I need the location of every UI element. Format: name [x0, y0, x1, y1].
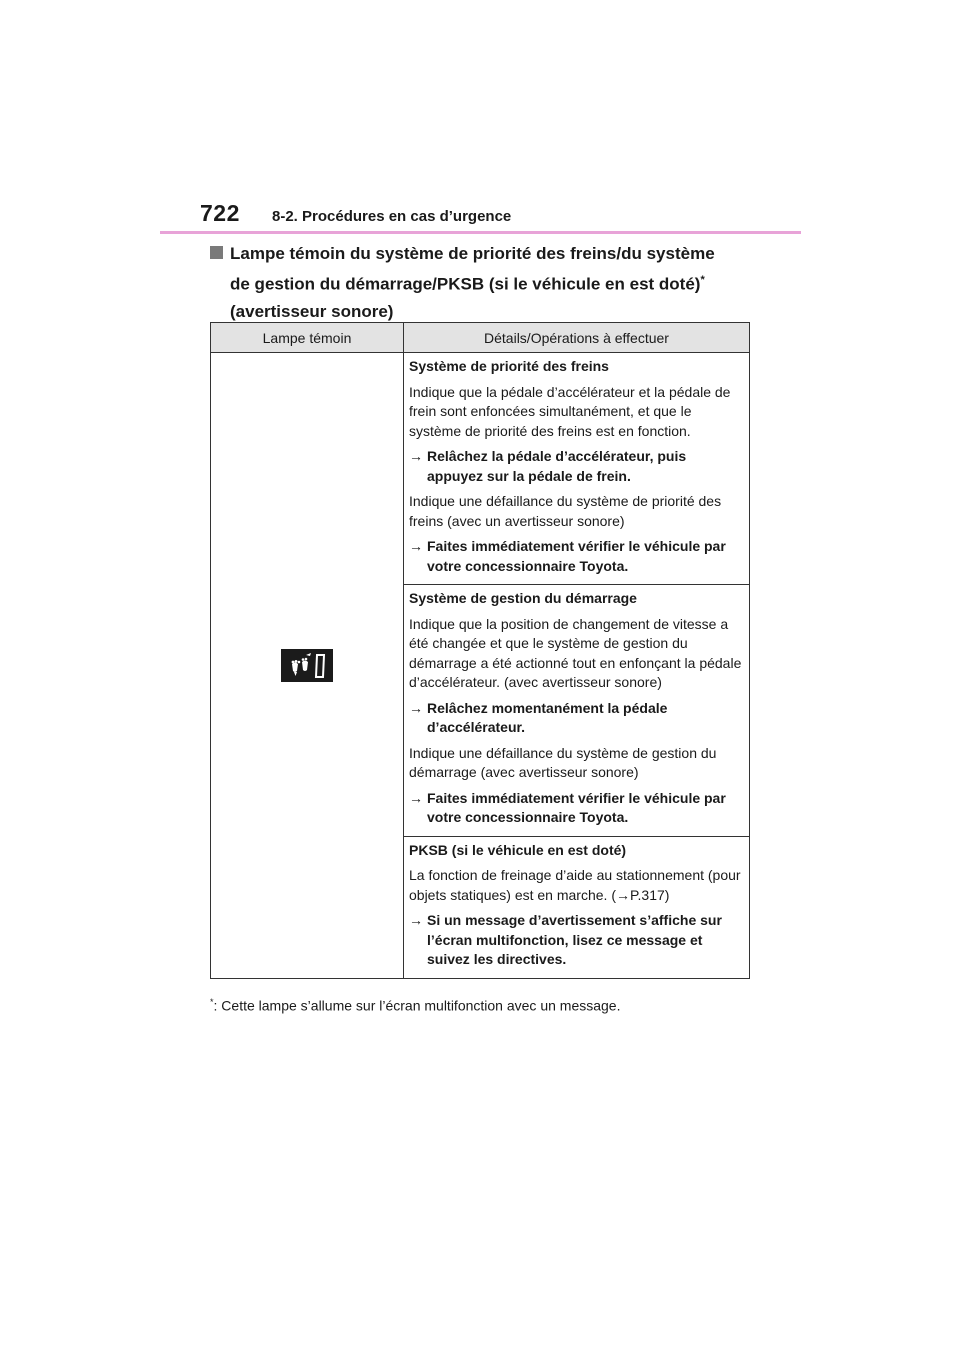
action-instruction: [409, 789, 744, 828]
description-text: Indique que la pédale d’accélérateur et la pédale de frein sont enfoncées simultanément, et que le système de priorité des freins est en fonction.: [409, 383, 731, 439]
warning-lamp-table: [210, 322, 750, 979]
description-text: La fonction de freinage d’aide au stationnement (pour objets statiques) est en marche. (→P.317): [409, 867, 741, 903]
column-header-lamp: Lampe témoin: [211, 323, 404, 353]
footnote-text: : Cette lampe s’allume sur l’écran multifonction avec un message.: [213, 997, 621, 1014]
description-text: Indique une défaillance du système de gestion du démarrage (avec avertisseur sonore): [409, 744, 717, 780]
detail-cell: [404, 353, 750, 585]
pedal-warning-icon: [281, 649, 333, 682]
description-text: Indique que la position de changement de vitesse a été changée et que le système de gestion du démarrage a été actionné tout en enfonçant la pédale d’accélérateur. (avec avertisseur sonore): [409, 615, 742, 690]
footnote-mark: *: [700, 274, 705, 286]
section-heading: [210, 240, 770, 325]
arrow-icon: →: [409, 789, 423, 806]
arrow-icon: →: [409, 699, 423, 716]
heading-line-1: Lampe témoin du système de priorité des freins/du système: [230, 244, 715, 263]
row-title: Système de gestion du démarrage: [409, 590, 637, 606]
heading-line-3: (avertisseur sonore): [230, 301, 394, 321]
page-number: 722: [200, 200, 240, 226]
row-title: Système de priorité des freins: [409, 358, 609, 374]
column-header-details: Détails/Opérations à effectuer: [404, 323, 750, 353]
heading-line-2: de gestion du démarrage/PKSB (si le véhicule en est doté)*: [230, 274, 705, 294]
table-header-row: [211, 323, 750, 353]
lamp-cell: [211, 353, 404, 979]
header-divider: [160, 231, 801, 234]
table-row: [211, 353, 750, 585]
action-instruction: [409, 447, 744, 486]
arrow-icon: →: [409, 912, 423, 928]
arrow-icon: →: [409, 448, 423, 464]
action-instruction: [409, 537, 744, 576]
description-text: Indique une défaillance du système de priorité des freins (avec un avertisseur sonore): [409, 493, 722, 529]
action-text: Faites immédiatement vérifier le véhicule par votre concessionnaire Toyota.: [427, 538, 726, 574]
footnote-mark: *: [210, 997, 214, 1007]
footnote: [210, 997, 620, 1014]
action-text: Faites immédiatement vérifier le véhicule par votre concessionnaire Toyota.: [427, 789, 726, 825]
detail-cell: [404, 585, 750, 837]
action-instruction: [409, 911, 744, 970]
action-instruction: [409, 699, 744, 738]
action-text: Relâchez la pédale d’accélérateur, puis appuyez sur la pédale de frein.: [427, 448, 687, 484]
action-text: Relâchez momentanément la pédale d’accélérateur.: [427, 699, 668, 735]
action-text: Si un message d’avertissement s’affiche sur l’écran multifonction, lisez ce message et suivez les directives.: [427, 912, 722, 967]
row-title: PKSB (si le véhicule en est doté): [409, 841, 627, 858]
square-bullet-icon: [210, 246, 223, 259]
detail-cell: [404, 836, 750, 978]
arrow-icon: →: [409, 538, 423, 554]
section-title: 8-2. Procédures en cas d’urgence: [272, 208, 512, 225]
